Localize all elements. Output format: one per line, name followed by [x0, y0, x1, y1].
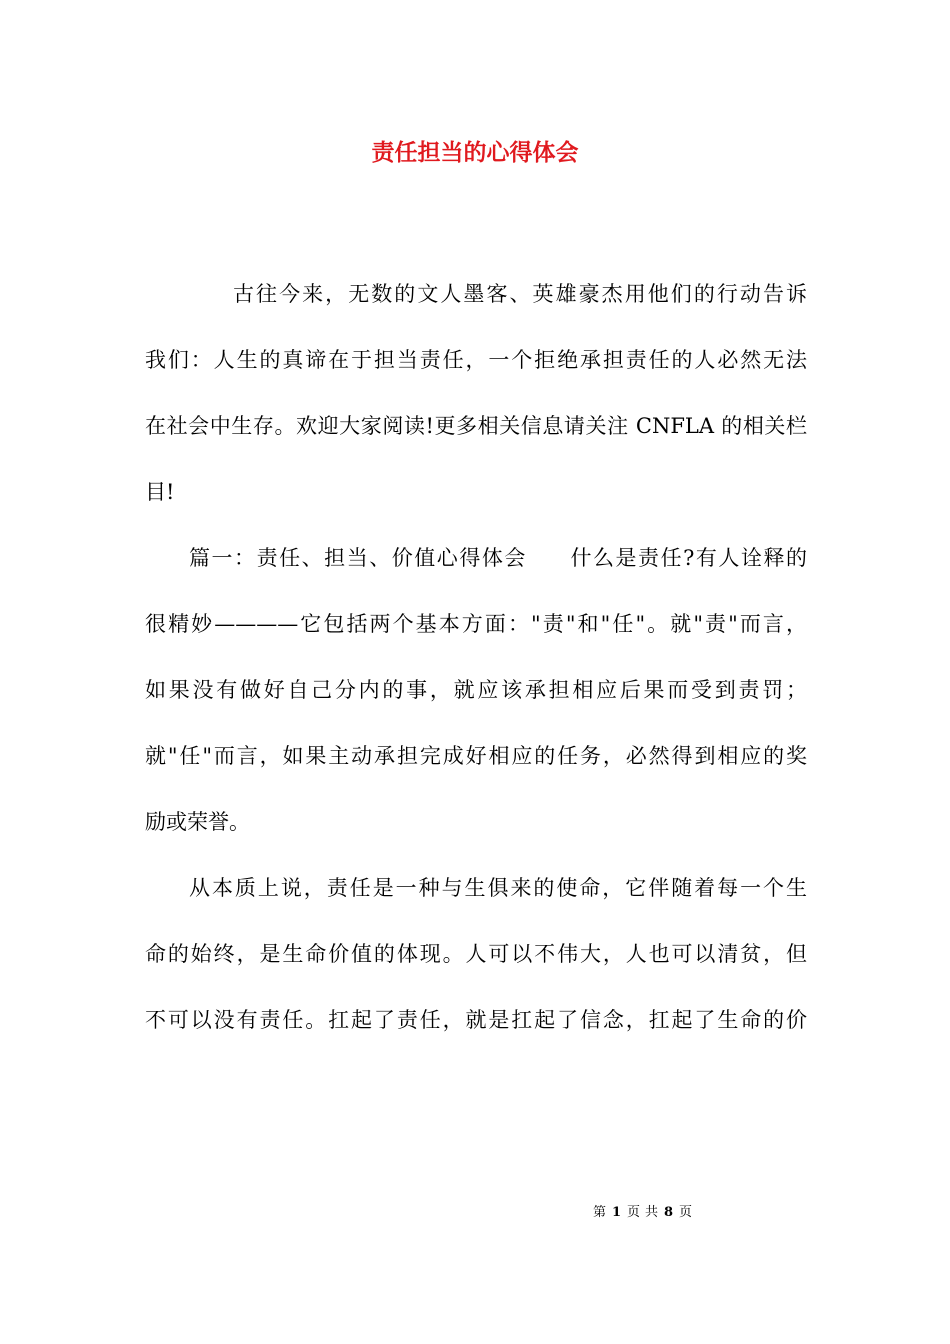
document-title: 责任担当的心得体会 [371, 139, 579, 166]
paragraph-essence [145, 871, 807, 1069]
footer-word-ye: 页 [627, 1205, 641, 1220]
paragraph-section-one [145, 541, 807, 871]
paragraph-line: 从本质上说，责任是一种与生俱来的使命，它伴随着每一个生 [189, 876, 807, 900]
paragraph-line: 励或荣誉。 [145, 810, 250, 834]
footer-total-pages: 8 [664, 1205, 674, 1220]
paragraph-line: 如果没有做好自己分内的事，就应该承担相应后果而受到责罚； [145, 678, 807, 702]
footer-current-page: 1 [612, 1205, 622, 1220]
paragraph-line: 目! [145, 480, 175, 504]
paragraph-intro [145, 277, 807, 541]
paragraph-line: 很精妙————它包括两个基本方面："责"和"任"。就"责"而言， [145, 612, 807, 636]
footer-word-gong: 共 [645, 1205, 659, 1220]
paragraph-first-line [145, 541, 807, 607]
section-heading: 篇一：责任、担当、价值心得体会 [189, 546, 527, 570]
footer-word-ye2: 页 [679, 1205, 693, 1220]
footer-word-di: 第 [593, 1205, 607, 1220]
paragraph-line: 古往今来，无数的文人墨客、英雄豪杰用他们的行动告诉 [233, 282, 807, 306]
paragraph-line: 在社会中生存。欢迎大家阅读!更多相关信息请关注 CNFLA 的相关栏 [145, 414, 807, 438]
paragraph-line: 我们：人生的真谛在于担当责任，一个拒绝承担责任的人必然无法 [145, 348, 807, 372]
paragraph-line: 就"任"而言，如果主动承担完成好相应的任务，必然得到相应的奖 [145, 744, 807, 768]
paragraph-line-rest: 什么是责任?有人诠释的 [568, 546, 808, 570]
paragraph-line: 不可以没有责任。扛起了责任，就是扛起了信念，扛起了生命的价 [145, 1008, 807, 1032]
document-body [145, 277, 807, 1069]
paragraph-line: 命的始终，是生命价值的体现。人可以不伟大，人也可以清贫，但 [145, 942, 807, 966]
